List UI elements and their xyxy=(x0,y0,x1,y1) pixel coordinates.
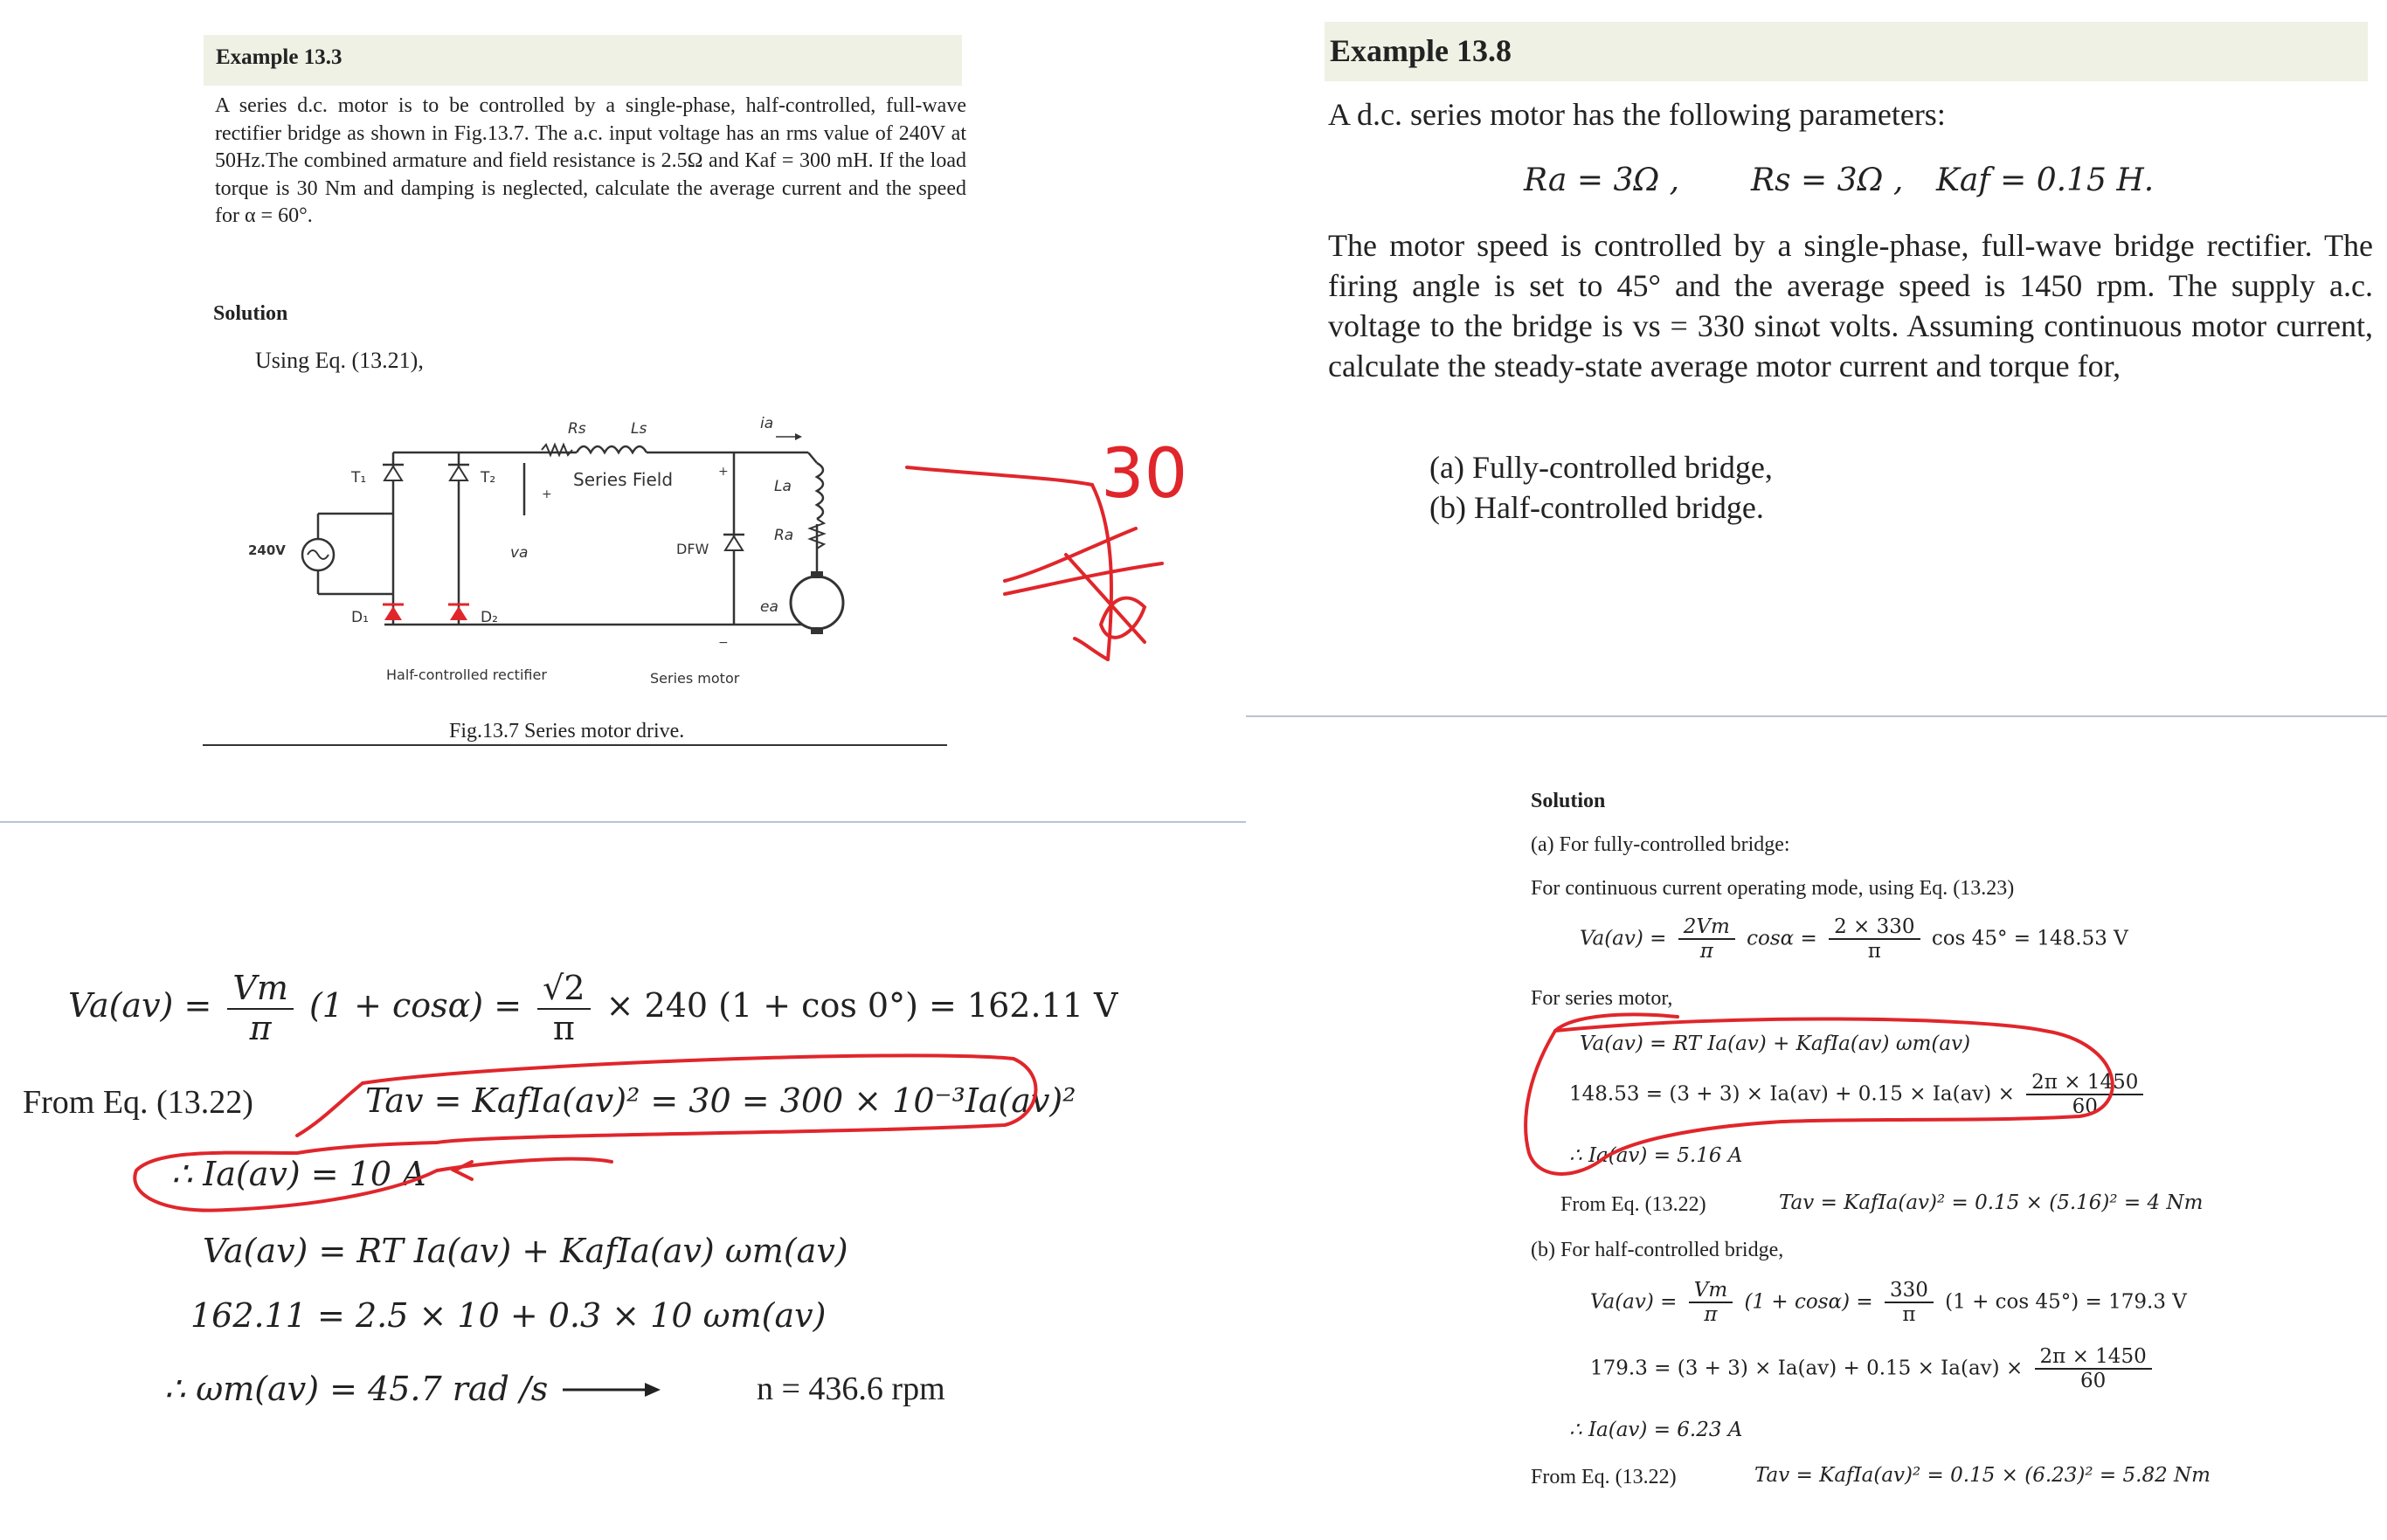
supply-label: 240V xyxy=(248,542,286,558)
eq6-frac1 xyxy=(1689,1279,1733,1327)
svg-text:+: + xyxy=(542,487,552,501)
part-b: (b) Half-controlled bridge. xyxy=(1429,490,1764,525)
annotation-number: 30 xyxy=(1101,435,1188,514)
eq-line4: Va(av) = RT Ia(av) + KafIa(av) ωm(av) xyxy=(203,1232,848,1270)
using-eq-text: Using Eq. (13.21), xyxy=(255,348,424,373)
sol138-eq2: Va(av) = RT Ia(av) + KafIa(av) ωm(av) xyxy=(1580,1032,1971,1055)
eq3-lhs: 148.53 = (3 + 3) × Ia(av) + 0.15 × Ia(av) × xyxy=(1569,1082,2015,1106)
example-13-3-title: Example 13.3 xyxy=(216,45,342,69)
sol138-eq5: Tav = KafIa(av)² = 0.15 × (5.16)² = 4 Nm xyxy=(1779,1191,2204,1214)
eq3-den: 60 xyxy=(2072,1095,2098,1119)
eq6-rhs: (1 + cos 45°) = 179.3 V xyxy=(1945,1290,2187,1314)
sol138-eq4: ∴ Ia(av) = 5.16 A xyxy=(1569,1144,1743,1167)
frac2-num: √2 xyxy=(537,970,590,1010)
eq1-f1-den: π xyxy=(1699,940,1713,963)
sol138-eq1 xyxy=(1580,915,2128,963)
eq3-num: 2π × 1450 xyxy=(2026,1071,2143,1095)
sol138-cont-mode: For continuous current operating mode, using Eq. (13.23) xyxy=(1531,877,2015,900)
eq1-lhs: Va(av) = xyxy=(1580,927,1667,950)
eq6-f2-num: 330 xyxy=(1885,1279,1934,1303)
sol138-eq9: Tav = KafIa(av)² = 0.15 × (6.23)² = 5.82 Nm xyxy=(1754,1464,2211,1487)
example-13-8-intro: A d.c. series motor has the following parameters: xyxy=(1328,97,1946,132)
right-divider xyxy=(1246,715,2387,717)
series-field-label: Series Field xyxy=(573,469,674,490)
eq7-lhs: 179.3 = (3 + 3) × Ia(av) + 0.15 × Ia(av) × xyxy=(1590,1357,2024,1380)
eq1-mid: cosα = xyxy=(1747,927,1817,950)
sol138-label: Solution xyxy=(1531,790,1606,812)
sol138-eq8: ∴ Ia(av) = 6.23 A xyxy=(1569,1419,1743,1441)
eq-line2-prefix: From Eq. (13.22) xyxy=(23,1084,253,1121)
red-oval-left xyxy=(122,1039,1048,1223)
sol138-series-motor: For series motor, xyxy=(1531,987,1673,1010)
eq-line1-mid: (1 + cosα) = xyxy=(308,986,522,1026)
svg-text:−: − xyxy=(718,636,729,650)
motor-label: Series motor xyxy=(650,670,740,687)
dfw-label: DFW xyxy=(676,541,709,557)
eq-line1-lhs: Va(av) xyxy=(68,986,174,1026)
eq-line1-rhs: × 240 (1 + cos 0°) = 162.11 V xyxy=(605,986,1118,1026)
figure-caption: Fig.13.7 Series motor drive. xyxy=(449,720,685,742)
eq6-f1-den: π xyxy=(1704,1303,1718,1327)
d1-label: D₁ xyxy=(351,609,369,626)
eq1-f1-num: 2Vm xyxy=(1678,915,1735,940)
svg-text:+: + xyxy=(718,465,729,479)
sol138-a-head: (a) For fully-controlled bridge: xyxy=(1531,833,1790,856)
t2-label: T₂ xyxy=(481,469,496,487)
param-ra: Ra = 3Ω , xyxy=(1524,162,1680,198)
eq-line6-result: n = 436.6 rpm xyxy=(757,1371,945,1407)
eq1-frac2 xyxy=(1829,915,1920,963)
eq7-frac xyxy=(2035,1345,2152,1393)
caption-rule xyxy=(203,744,947,746)
eq-line2: Tav = KafIa(av)² = 30 = 300 × 10⁻³Ia(av)² xyxy=(365,1081,1076,1120)
eq-line5: 162.11 = 2.5 × 10 + 0.3 × 10 ωm(av) xyxy=(190,1296,827,1335)
example-13-3-solution-label: Solution xyxy=(213,302,288,325)
red-oval-right xyxy=(1520,1005,2132,1188)
eq-line3: ∴ Ia(av) = 10 A xyxy=(171,1155,426,1193)
eq-line1-frac2 xyxy=(537,970,590,1047)
eq1-rhs: cos 45° = 148.53 V xyxy=(1931,927,2128,950)
sol138-eq9-prefix: From Eq. (13.22) xyxy=(1531,1466,1677,1488)
eq1-frac1 xyxy=(1678,915,1735,963)
eq6-lhs: Va(av) = xyxy=(1590,1290,1678,1314)
eq6-f2-den: π xyxy=(1902,1303,1916,1327)
example-13-8-header xyxy=(1325,22,2368,81)
red-annotation xyxy=(813,432,1206,686)
ea-label: ea xyxy=(760,598,778,616)
t1-label: T₁ xyxy=(351,469,367,487)
eq7-num: 2π × 1450 xyxy=(2035,1345,2152,1370)
ls-label: Ls xyxy=(631,420,647,438)
example-13-8-problem: The motor speed is controlled by a single-phase, full-wave bridge rectifier. The firing angle is set to 45° and the average speed is 1450 rpm. The supply a.c. voltage to the bridge is vs = 330 sinωt volts. Assuming continuous motor current, calculate the steady-state average motor current and torque for, xyxy=(1328,228,2373,383)
sol138-eq6 xyxy=(1590,1279,2187,1327)
param-rs: Rs = 3Ω , xyxy=(1751,162,1904,198)
frac1-den: π xyxy=(249,1008,272,1047)
rs-label: Rs xyxy=(568,420,586,438)
left-divider xyxy=(0,821,1246,823)
ra-label: Ra xyxy=(774,527,794,544)
example-13-3-header xyxy=(204,35,962,86)
example-13-8-title: Example 13.8 xyxy=(1330,33,1512,68)
series-motor-drive-circuit xyxy=(236,411,865,699)
frac2-den: π xyxy=(552,1008,575,1047)
sol138-eq7 xyxy=(1590,1345,2157,1393)
eq-line1: Va(av) = $\frac{Vm}{\pi}$ (1 + cosα) = $\frac{√2}{\pi}$ × 240 (1 + cos 0°) = 162.11 V xyxy=(68,969,1118,1047)
sol138-eq5-prefix: From Eq. (13.22) xyxy=(1560,1193,1706,1216)
frac1-num: Vm xyxy=(227,970,293,1010)
eq-line6: ∴ ωm(av) = 45.7 rad /s xyxy=(164,1370,549,1408)
rectifier-label: Half-controlled rectifier xyxy=(386,666,547,683)
eq1-f2-den: π xyxy=(1867,940,1881,963)
sol138-b-head: (b) For half-controlled bridge, xyxy=(1531,1239,1784,1261)
la-label: La xyxy=(774,478,792,495)
ia-label: ia xyxy=(760,415,774,432)
eq7-den: 60 xyxy=(2079,1370,2107,1393)
result-arrow xyxy=(559,1377,664,1403)
part-a: (a) Fully-controlled bridge, xyxy=(1429,450,1773,485)
param-kaf: Kaf = 0.15 H. xyxy=(1936,162,2155,198)
eq6-frac2 xyxy=(1885,1279,1934,1327)
eq6-mid: (1 + cosα) = xyxy=(1744,1290,1873,1314)
example-13-3-problem: A series d.c. motor is to be controlled by a single-phase, half-controlled, full-wave rectifier bridge as shown in Fig.13.7. The a.c. input voltage has an rms value of 240V at 50Hz.The combined armature and field resistance is 2.5Ω and Kaf = 300 mH. If the load torque is 30 Nm and damping is neglected, calculate the average current and the speed for α = 60°. xyxy=(215,94,966,227)
eq6-f1-num: Vm xyxy=(1689,1279,1733,1303)
eq-line1-frac1 xyxy=(227,970,293,1047)
eq1-f2-num: 2 × 330 xyxy=(1829,915,1920,940)
va-label: va xyxy=(510,544,529,562)
d2-label: D₂ xyxy=(481,609,498,626)
